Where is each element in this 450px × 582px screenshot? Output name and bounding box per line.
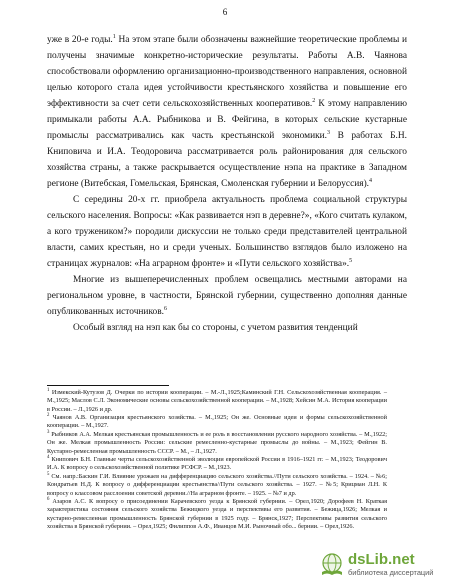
text-run: С середины 20-х гг. приобрела актуальность проблема социальной структуры сельского населения. Вопросы: «Как развивается нэп в деревне?», «Кого считать кулаком, а кого тружеником?» породили дискуссии не только среди представителей центральной власти, самих крестьян, но и среди ученых. Большинство взглядов было изложено на страницах журналов: «На аграрном фронте» и «Пути сельского хозяйства». — [47, 195, 407, 269]
watermark-brand: dsLib.net — [348, 551, 415, 568]
paragraph-3 — [47, 272, 407, 320]
paragraph-1 — [47, 32, 407, 192]
paragraph-4 — [47, 320, 407, 336]
text-run: Особый взгляд на нэп как бы со стороны, с учетом развития тенденций — [73, 323, 358, 333]
footnote-ref-5[interactable]: 5 — [349, 257, 353, 264]
footnote-1 — [47, 389, 387, 414]
footnote-ref-3[interactable]: 3 — [327, 129, 331, 136]
book-globe-icon — [319, 551, 345, 577]
site-watermark[interactable] — [316, 545, 450, 582]
footnote-separator — [47, 385, 169, 386]
page-number: 6 — [222, 7, 228, 17]
text-run: В работах Б.Н. Книповича и И.А. Теодоровича рассматривается роль районирования для сельского хозяйства страны, а также раскрывается осуществление нэпа на практике в Западном регионе (Витебская, Гомельская, Брянская, Смоленская губернии и Белоруссия). — [47, 131, 408, 189]
footnote-4 — [47, 456, 387, 473]
watermark-subtitle: библиотека диссертаций — [348, 568, 434, 577]
footnote-6 — [47, 498, 387, 531]
footnote-text: Чаянов А.В. Организация крестьянского хозяйства. – М.,1925; Он же. Основные идеи и формы сельскохозяйственной кооперации. – М.,1927. — [47, 414, 388, 430]
footnote-number: 1 — [47, 387, 50, 393]
footnote-text: Азаров А.С. К вопросу о присоединении Карачевского уезда к Брянской губернии. – Орел,1920; Дорофеев Н. Краткая характеристика состояния сельского хозяйства Бежицкого уезда и перспективы его развития. – Бежица,1926; Мелкая и кустарно-ремесленная промышленность Брянской губернии в 1925 году. – Брянск,1927; Перспективы развития сельского хозяйства в Брянской губернии. – Орел,1925; Филиппов А.Ф., Иванцов М.И. Рыночный обо... бернии. – Орел,1926. — [47, 498, 387, 530]
footnote-3 — [47, 431, 387, 456]
footnote-ref-1[interactable]: 1 — [112, 33, 116, 40]
footnote-number: 2 — [47, 413, 50, 419]
paragraph-2 — [47, 192, 407, 272]
footnotes — [47, 389, 387, 532]
footnote-ref-6[interactable]: 6 — [163, 305, 167, 312]
footnote-text: Книпович Б.Н. Главные черты сельскохозяйственной эволюции европейской России в 1916–1921 гг. – М.,1923; Теодорович И.А. К вопросу о сельскохозяйственной политике РСФСР. – М.,1923. — [47, 456, 387, 472]
footnote-ref-4[interactable]: 4 — [369, 177, 373, 184]
body-text — [47, 32, 407, 336]
footnote-text: Измекский-Кутузов Д. Очерки по истории кооперации. – М.-Л.,1925;Каминский Г.Н. Сельскохозяйственная кооперация. – М.,1925; Маслов С.Л. Экономические основы сельскохозяйственной кооперации. – М.,1928; Хейсин М.А. История кооперации в России. – Л.,1926 и др. — [47, 389, 388, 413]
footnote-ref-2[interactable]: 2 — [312, 97, 316, 104]
footnote-number: 5 — [47, 471, 50, 477]
text-run: уже в 20-е годы. — [47, 35, 113, 45]
text-run: На этом этапе были обозначены важнейшие теоретические проблемы и получены значимые конкретно-исторические результаты. Работы А.В. Чаянова способствовали оформлению организационно-производственного направления, основной целью которого стала идея устойчивости крестьянского хозяйства и повышение его эффективности за счет сети сельскохозяйственных кооперативов. — [47, 35, 407, 109]
footnote-number: 3 — [47, 429, 50, 435]
footnote-5 — [47, 473, 387, 498]
footnote-number: 4 — [47, 455, 50, 461]
text-run: Многие из вышеперечисленных проблем освещались местными авторами на региональном уровне, в частности, Брянской губернии, существенно дополняя данные опубликованных источников. — [47, 275, 407, 317]
footnote-2 — [47, 414, 387, 431]
text-run: К этому направлению примыкали работы А.А. Рыбникова и В. Фейгина, в которых сельские кустарные промыслы рассматривались как часть крестьянской экономики. — [47, 99, 407, 141]
footnote-text: См. напр.:Баскин Г.И. Влияние урожаев на дифференциацию сельского хозяйства.//Пути сельского хозяйства. – 1924. – №6; Кондратьев Н.Д. К вопросу о дифференциации крестьянства//Пути сельского хозяйства. – 1927. – №5; Крицман Л.Н. К вопросу о классовом расслоении советской деревни.//На аграрном фронте. – 1925. – №7 и др. — [47, 473, 388, 497]
footnote-number: 6 — [47, 497, 50, 503]
footnote-text: Рыбников А.А. Мелкая крестьянская промышленность и ее роль в восстановлении русского народного хозяйства. – М.,1922; Он же. Мелкая промышленность России: сельские ремесленно-кустарные промыслы до войны. – М.,1923; Фейгин В. Кустарно-ремесленная промышленность СССР. – М., – Л.,1927. — [47, 431, 387, 455]
